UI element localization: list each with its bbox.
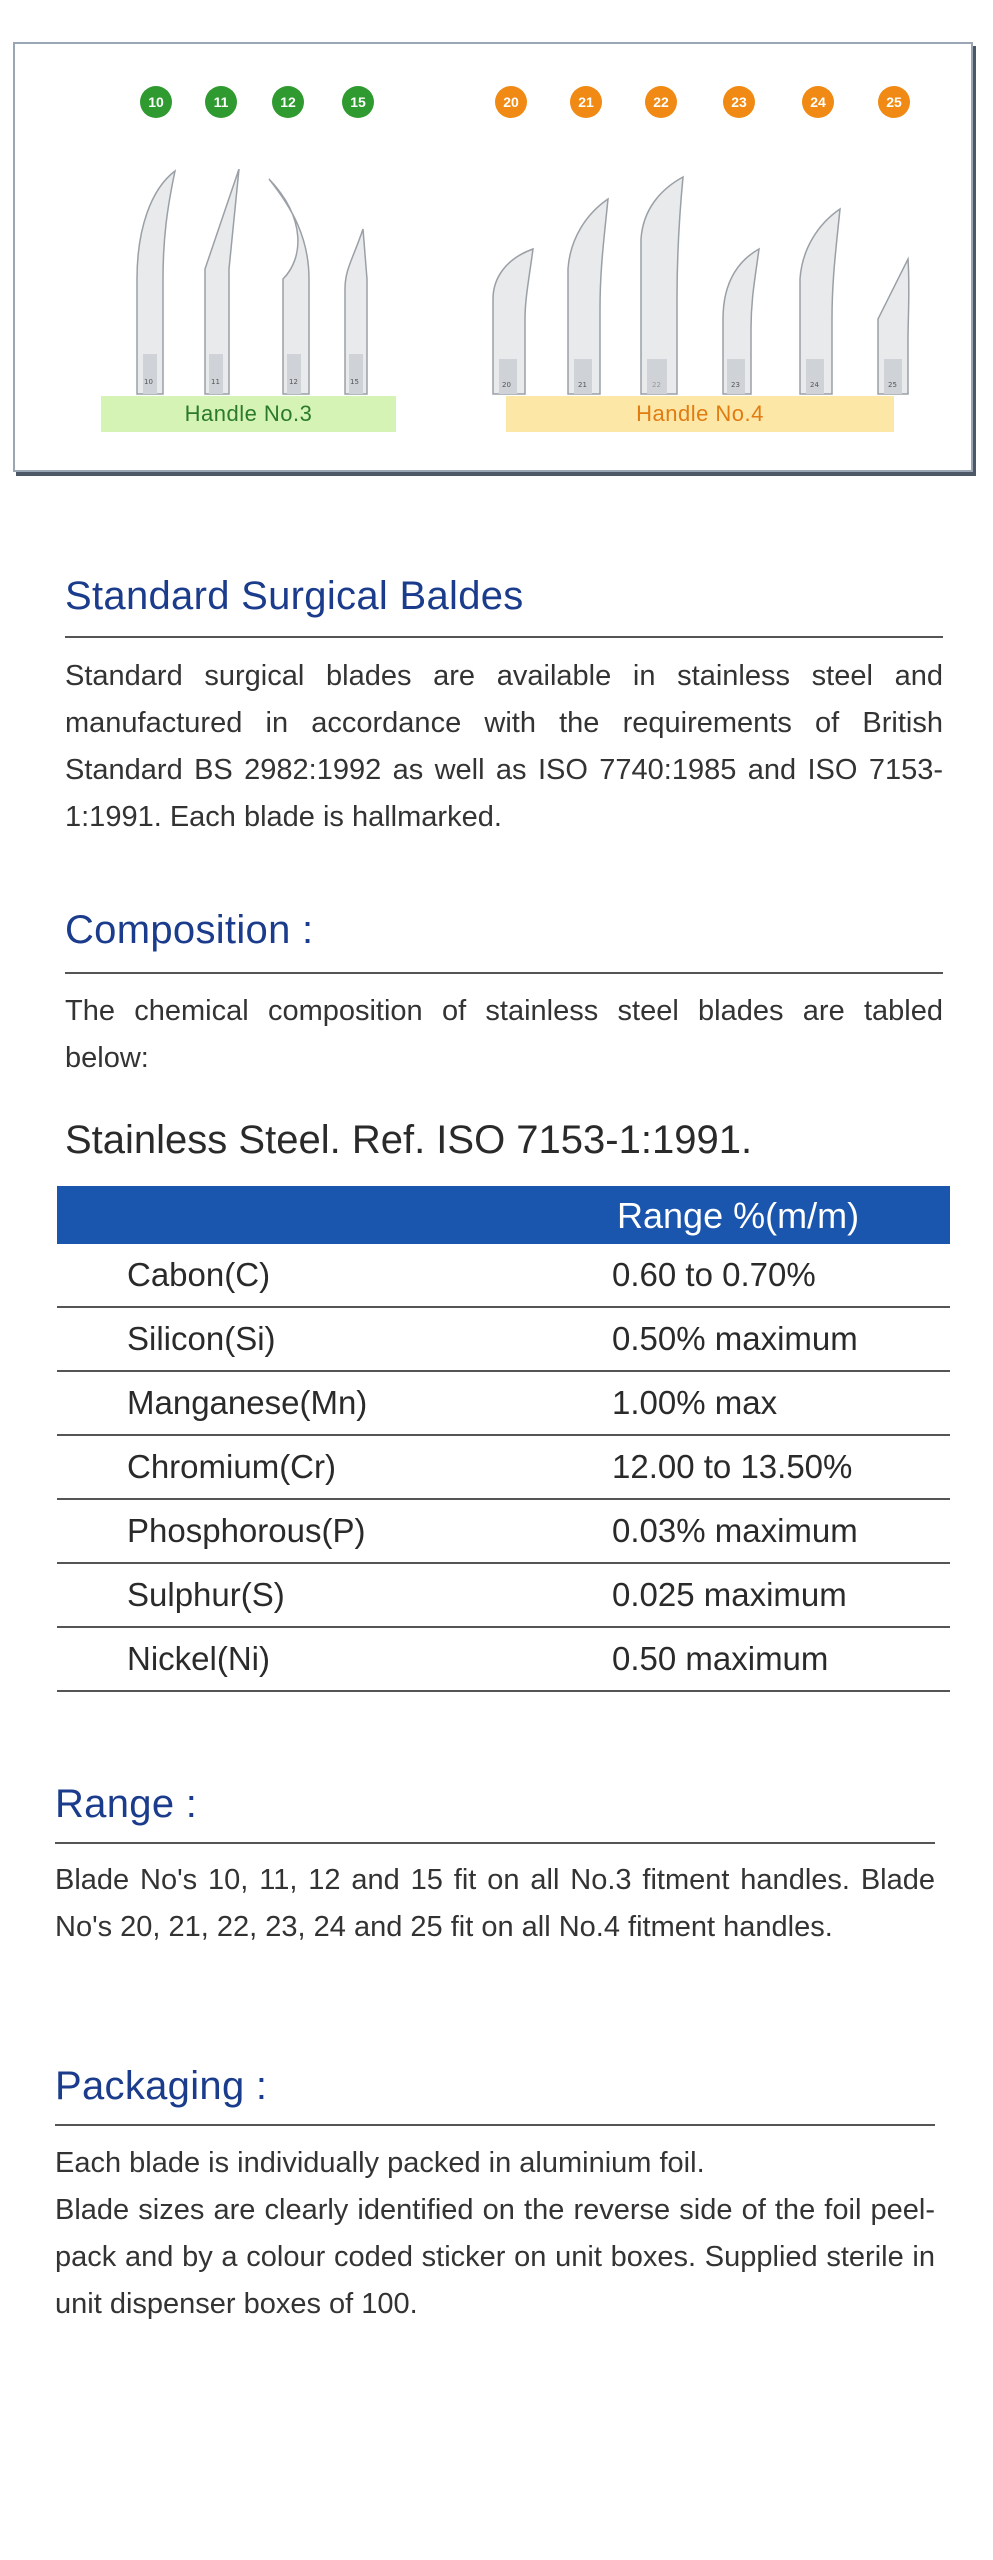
blade-badge-25: 25 [878, 86, 910, 118]
table-cell-range: 0.50 maximum [612, 1640, 829, 1677]
table-cell-range: 1.00% max [612, 1384, 778, 1421]
svg-text:21: 21 [578, 381, 587, 389]
blade-badge-10: 10 [140, 86, 172, 118]
table-cell-range: 12.00 to 13.50% [612, 1448, 853, 1485]
blade-21-image [560, 169, 614, 399]
range-section-rule [55, 1842, 935, 1844]
blade-badge-21: 21 [570, 86, 602, 118]
table-cell-element: Silicon(Si) [127, 1320, 276, 1357]
table-row [57, 1436, 950, 1500]
svg-text:10: 10 [144, 378, 153, 386]
blade-20-image [485, 169, 539, 399]
blade-15-image [333, 169, 387, 399]
table-cell-element: Manganese(Mn) [127, 1384, 368, 1421]
standard-section-title: Standard Surgical Baldes [65, 574, 524, 618]
packaging-section-body: Blade sizes are clearly identified on the reverse side of the foil peel-pack and by a colour coded sticker on unit boxes. Supplied sterile in unit dispenser boxes of 100. [55, 2194, 935, 2320]
table-row [57, 1244, 950, 1308]
packaging-section-line1: Each blade is individually packed in aluminium foil. [55, 2147, 705, 2179]
table-row [57, 1500, 950, 1564]
composition-table [57, 1186, 950, 1692]
table-cell-element: Nickel(Ni) [127, 1640, 270, 1677]
blade-25-image [868, 169, 922, 399]
svg-text:23: 23 [731, 381, 740, 389]
table-cell-element: Phosphorous(P) [127, 1512, 366, 1549]
handle-no4-label: Handle No.4 [506, 396, 894, 432]
blade-panel [13, 42, 973, 472]
range-section-body: Blade No's 10, 11, 12 and 15 fit on all No.3 fitment handles. Blade No's 20, 21, 22, 23, 24 and 25 fit on all No.4 fitment handles. [55, 1864, 935, 1943]
table-caption: Stainless Steel. Ref. ISO 7153-1:1991. [65, 1118, 753, 1162]
composition-section-title: Composition : [65, 908, 314, 952]
composition-section-rule [65, 972, 943, 974]
blade-badge-12: 12 [272, 86, 304, 118]
svg-text:11: 11 [211, 378, 220, 386]
svg-text:25: 25 [888, 381, 897, 389]
table-row [57, 1564, 950, 1628]
table-row [57, 1372, 950, 1436]
svg-text:24: 24 [810, 381, 819, 389]
blade-10-image [129, 169, 183, 399]
composition-section-body: The chemical composition of stainless steel blades are tabled below: [65, 995, 943, 1074]
blade-badge-22: 22 [645, 86, 677, 118]
table-header-range: Range %(m/m) [617, 1195, 860, 1236]
packaging-section-rule [55, 2124, 935, 2126]
table-row [57, 1308, 950, 1372]
table-cell-range: 0.60 to 0.70% [612, 1256, 816, 1293]
table-cell-range: 0.50% maximum [612, 1320, 858, 1357]
svg-text:22: 22 [652, 381, 661, 389]
svg-text:12: 12 [289, 378, 298, 386]
blade-12-image [263, 169, 317, 399]
blade-badge-24: 24 [802, 86, 834, 118]
blade-23-image [713, 169, 767, 399]
blade-badge-15: 15 [342, 86, 374, 118]
table-cell-range: 0.03% maximum [612, 1512, 858, 1549]
table-cell-element: Sulphur(S) [127, 1576, 285, 1613]
packaging-section-title: Packaging : [55, 2064, 268, 2108]
table-cell-element: Cabon(C) [127, 1256, 271, 1293]
blade-22-image [635, 169, 689, 399]
table-row [57, 1628, 950, 1692]
table-header [57, 1186, 950, 1244]
blade-badge-20: 20 [495, 86, 527, 118]
standard-section-body: Standard surgical blades are available in stainless steel and manufactured in accordance with the requirements of British Standard BS 2982:1992 as well as ISO 7740:1985 and ISO 7153-1:1991. Each blade is hallmarked. [65, 660, 943, 833]
handle-no3-label: Handle No.3 [101, 396, 396, 432]
table-cell-element: Chromium(Cr) [127, 1448, 336, 1485]
svg-text:20: 20 [502, 381, 511, 389]
blade-badge-23: 23 [723, 86, 755, 118]
range-section-title: Range : [55, 1782, 198, 1826]
svg-text:15: 15 [350, 378, 359, 386]
table-cell-range: 0.025 maximum [612, 1576, 847, 1613]
standard-section-rule [65, 636, 943, 638]
blade-11-image [195, 169, 249, 399]
blade-badge-11: 11 [205, 86, 237, 118]
blade-24-image [792, 169, 846, 399]
